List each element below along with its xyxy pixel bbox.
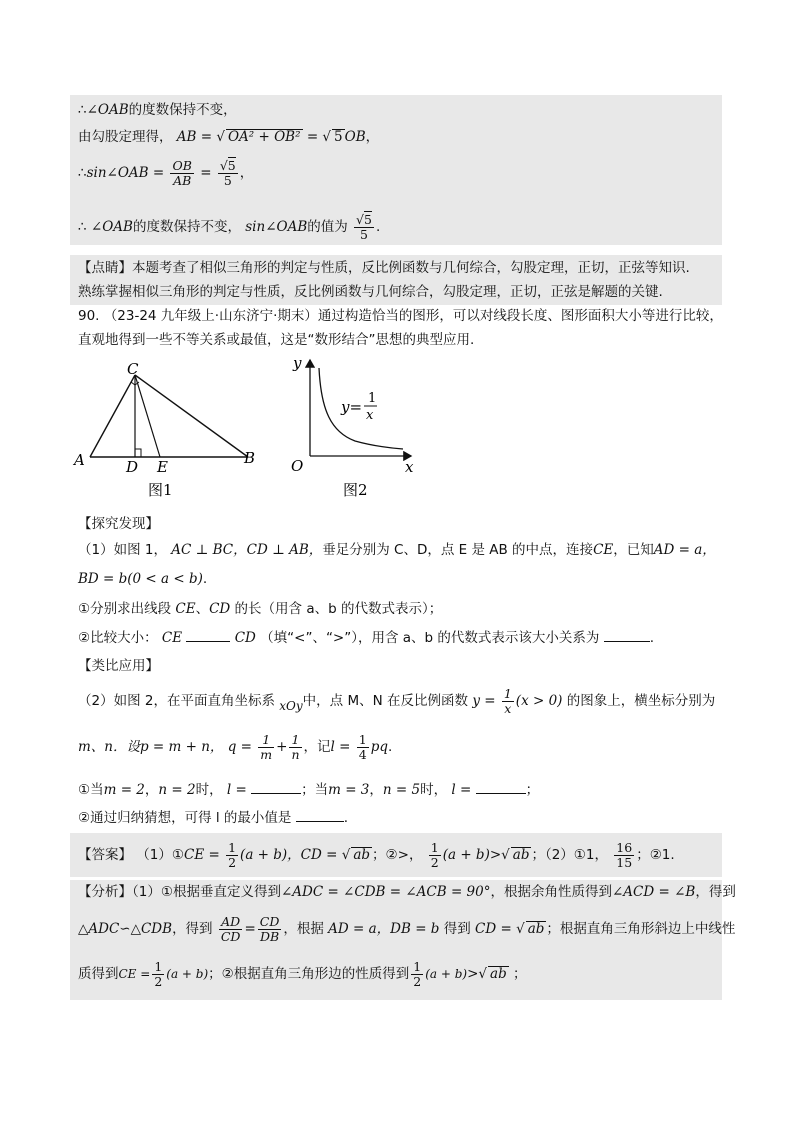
prev-line-2: 由勾股定理得， AB = √ OA² + OB² = √ 5 OB， bbox=[78, 129, 380, 145]
prev-line-4: ∴ ∠OAB的度数保持不变， sin∠OAB的值为 $\frac{√5}{5}$ . bbox=[78, 211, 381, 242]
l-blank-1[interactable] bbox=[251, 780, 301, 794]
analogy-line-2: m、n．设p = m + n， q = $\frac{1}{m}$ + $\frac{1}{n}$ ，记l = $\frac{1}{4}$ pq. bbox=[78, 731, 393, 762]
func-den: x bbox=[366, 408, 374, 423]
explore-sub1: ①分别求出线段 CE、CD 的长（用含 a、b 的代数式表示）； bbox=[78, 601, 443, 617]
explore-q1-line1: （1）如图 1， AC ⊥ BC，CD ⊥ AB，垂足分别为 C、D，点 E 是 AB 的中点，连接CE，已知AD = a， bbox=[78, 542, 716, 558]
compare-blank[interactable] bbox=[186, 628, 230, 642]
prev-line-1: ∴∠OAB的度数保持不变， bbox=[78, 102, 237, 118]
label-E: E bbox=[157, 458, 168, 476]
problem-line-2: 直观地得到一些不等关系或最值，这是“数形结合”思想的典型应用. bbox=[78, 332, 475, 348]
figure-2 bbox=[275, 350, 425, 502]
analogy-heading: 【类比应用】 bbox=[78, 658, 159, 674]
analogy-case-2: ②通过归纳猜想，可得 l 的最小值是 . bbox=[78, 810, 349, 826]
axis-y-label: y bbox=[293, 354, 302, 372]
explore-sub2: ②比较大小： CE CD （填“<”、“>”），用含 a、b 的代数式表示该大小关系为 . bbox=[78, 630, 655, 646]
analogy-line-1: （2）如图 2，在平面直角坐标系 xOy中，点 M、N 在反比例函数 y = $\frac{1}{x}$ (x > 0) 的图象上，横坐标分别为 bbox=[78, 685, 716, 716]
comment-line-1: 【点睛】本题考查了相似三角形的判定与性质，反比例函数与几何综合，勾股定理，正切，正弦等知识. bbox=[78, 260, 690, 276]
comment-label: 【点睛】 bbox=[78, 260, 132, 276]
min-blank[interactable] bbox=[296, 808, 344, 822]
comment-line-2: 熟练掌握相似三角形的判定与性质，反比例函数与几何综合，勾股定理，正切，正弦是解题的关键. bbox=[78, 284, 663, 300]
figure-1-caption: 图1 bbox=[148, 481, 173, 499]
analysis-line-2: △ADC∽△CDB，得到 $\frac{AD}{CD}$ = $\frac{CD}{DB}$ ，根据 AD = a，DB = b 得到 CD = √ ab ；根据直角三角形斜边上中线性 bbox=[78, 913, 736, 944]
problem-number: 90. bbox=[78, 308, 100, 324]
analysis-label: 【分析】 bbox=[78, 884, 132, 900]
axis-x-label: x bbox=[405, 458, 414, 476]
l-blank-2[interactable] bbox=[476, 780, 526, 794]
figure-1 bbox=[70, 362, 270, 502]
figure-2-caption: 图2 bbox=[343, 481, 368, 499]
explore-heading: 【探究发现】 bbox=[78, 516, 159, 532]
label-D: D bbox=[126, 458, 139, 476]
analogy-case-1: ①当m = 2，n = 2时， l = ；当m = 3，n = 5时， l = ； bbox=[78, 782, 540, 798]
analysis-line-1: 【分析】（1）①根据垂直定义得到∠ADC = ∠CDB = ∠ACB = 90°，根据余角性质得到∠ACD = ∠B，得到 bbox=[78, 884, 736, 900]
problem-source: （23-24 九年级上·山东济宁·期末） bbox=[103, 308, 318, 324]
answer-line: 【答案】 （1）①CE = $\frac{1}{2}$ (a + b)，CD = √ ab ；②>， $\frac{1}{2}$ (a + b)>√ ab ；（2）①1， $\frac{16}{15}$ ；②1. bbox=[78, 839, 675, 870]
problem-line-1: 90. （23-24 九年级上·山东济宁·期末）通过构造恰当的图形，可以对线段长度、图形面积大小等进行比较， bbox=[78, 308, 723, 324]
label-C: C bbox=[127, 362, 139, 378]
answer-label: 【答案】 bbox=[78, 847, 132, 863]
origin-label: O bbox=[291, 457, 304, 475]
label-B: B bbox=[244, 449, 256, 467]
func-lhs: y= bbox=[341, 398, 363, 416]
explore-q1-line2: BD = b(0 < a < b). bbox=[78, 571, 208, 587]
func-num: 1 bbox=[368, 391, 377, 406]
label-A: A bbox=[74, 451, 85, 469]
prev-line-3: ∴sin∠OAB = $\frac{OB}{AB}$ = $\frac{√5}{5}$ ， bbox=[78, 157, 254, 188]
analysis-line-3: 质得到CE = $\frac{1}{2}$ (a + b)；②根据直角三角形边的性质得到 $\frac{1}{2}$ (a + b)>√ ab ； bbox=[78, 958, 527, 989]
relation-blank[interactable] bbox=[604, 628, 650, 642]
